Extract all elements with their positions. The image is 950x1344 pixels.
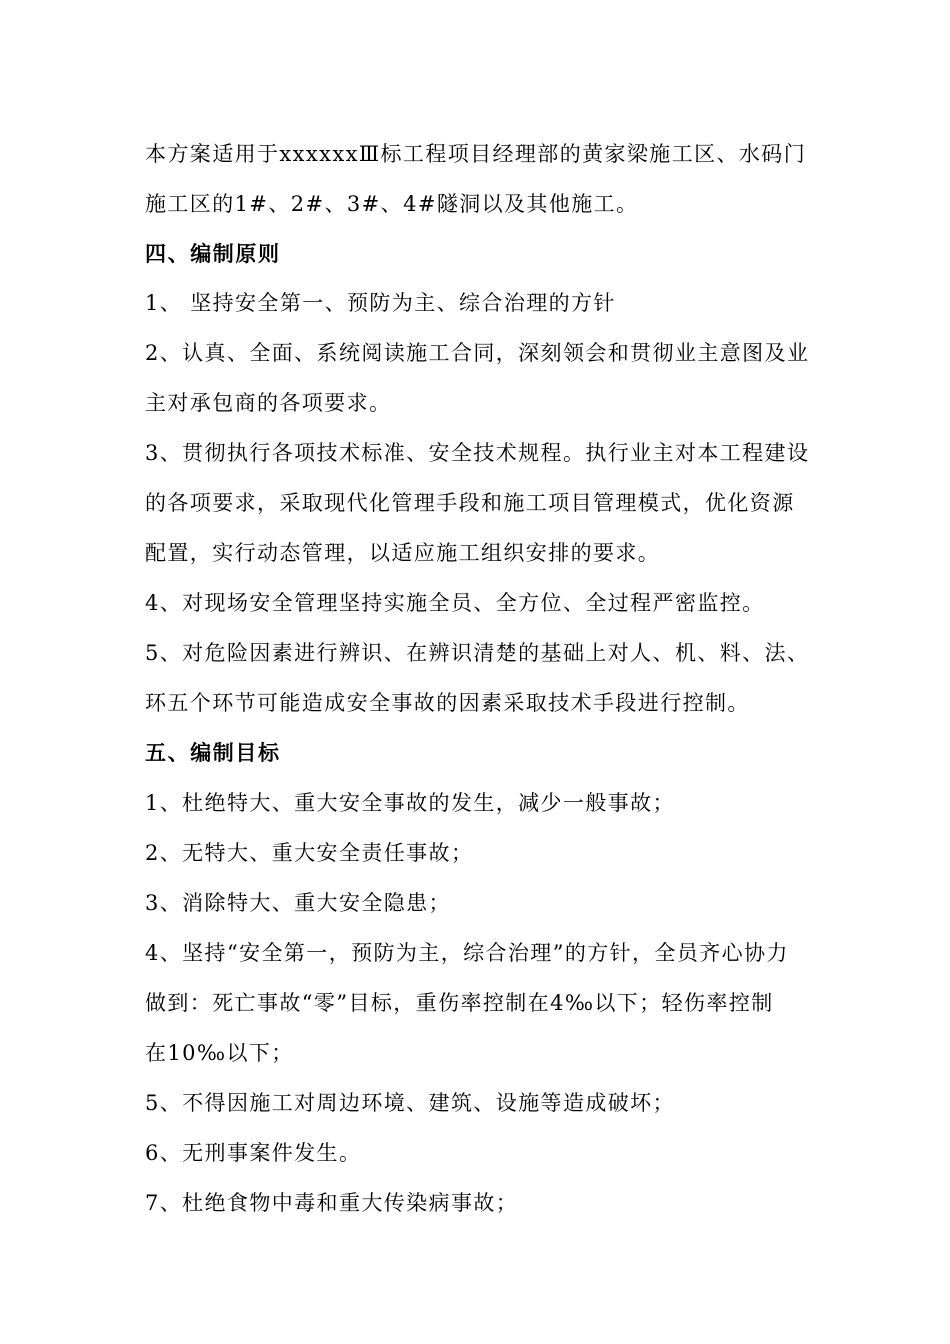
- target-item-4-line-3: 在10‰以下；: [145, 1041, 294, 1065]
- paragraph-scope-line-2: 施工区的1#、2#、3#、4#隧洞以及其他施工。: [145, 192, 639, 216]
- target-item-6: 6、无刑事案件发生。: [145, 1141, 362, 1165]
- section-heading-targets: 五、编制目标: [145, 740, 281, 765]
- target-item-5: 5、不得因施工对周边环境、建筑、设施等造成破坏；: [145, 1091, 675, 1115]
- principle-item-1: 1、 坚持安全第一、预防为主、综合治理的方针: [145, 291, 616, 315]
- target-item-3: 3、消除特大、重大安全隐患；: [145, 891, 451, 915]
- principle-item-5-line-1: 5、对危险因素进行辨识、在辨识清楚的基础上对人、机、料、法、: [145, 641, 810, 665]
- target-item-4-line-1: 4、坚持“安全第一，预防为主，综合治理”的方针，全员齐心协力: [145, 941, 789, 965]
- target-item-2: 2、无特大、重大安全责任事故；: [145, 841, 474, 865]
- target-item-7: 7、杜绝食物中毒和重大传染病事故；: [145, 1191, 519, 1215]
- principle-item-3-line-1: 3、贯彻执行各项技术标准、安全技术规程。执行业主对本工程建设: [145, 441, 810, 465]
- principle-item-3-line-3: 配置，实行动态管理，以适应施工组织安排的要求。: [145, 541, 661, 565]
- principle-item-2-line-2: 主对承包商的各项要求。: [145, 391, 392, 415]
- principle-item-5-line-2: 环五个环节可能造成安全事故的因素采取技术手段进行控制。: [145, 691, 750, 715]
- principle-item-3-line-2: 的各项要求，采取现代化管理手段和施工项目管理模式，优化资源: [145, 491, 795, 515]
- target-item-4-line-2: 做到：死亡事故“零”目标，重伤率控制在4‰以下；轻伤率控制: [145, 991, 774, 1015]
- section-heading-principles: 四、编制原则: [145, 241, 281, 266]
- paragraph-scope-line-1: 本方案适用于xxxxxxⅢ标工程项目经理部的黄家梁施工区、水码门: [145, 142, 807, 166]
- principle-item-4: 4、对现场安全管理坚持实施全员、全方位、全过程严密监控。: [145, 591, 765, 615]
- principle-item-2-line-1: 2、认真、全面、系统阅读施工合同，深刻领会和贯彻业主意图及业: [145, 341, 810, 365]
- target-item-1: 1、杜绝特大、重大安全事故的发生，减少一般事故；: [145, 791, 675, 815]
